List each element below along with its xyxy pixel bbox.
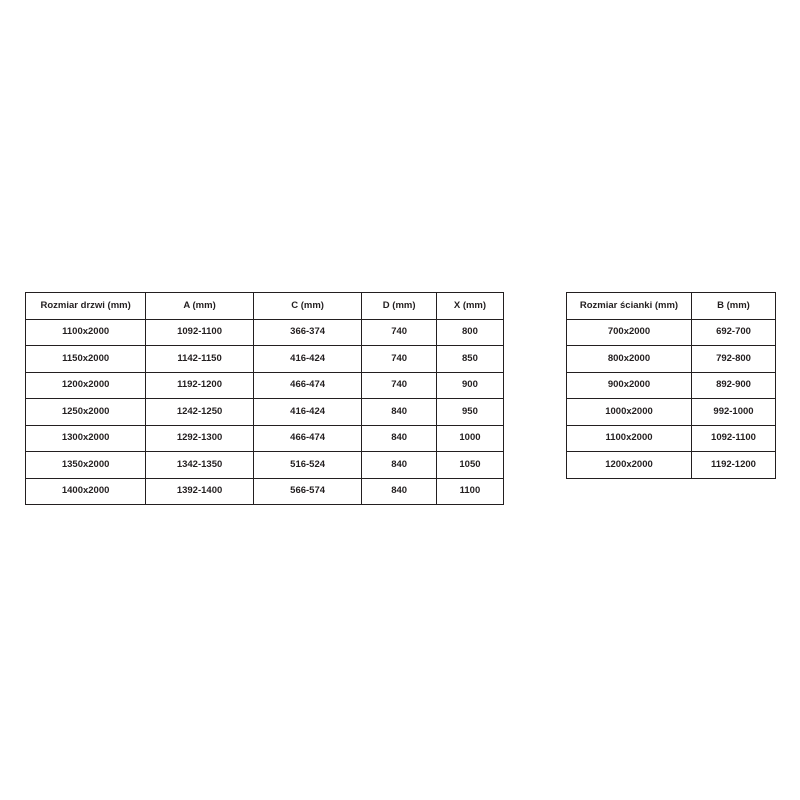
- column-header: Rozmiar ścianki (mm): [567, 293, 692, 320]
- table-header-row: [567, 293, 776, 320]
- table-cell: 1200x2000: [567, 452, 692, 479]
- door-size-table: [25, 292, 504, 505]
- table-cell: 1100: [436, 478, 503, 505]
- table-cell: 792-800: [692, 346, 776, 373]
- table-cell: 1200x2000: [26, 372, 146, 399]
- table-cell: 692-700: [692, 319, 776, 346]
- table-cell: 1242-1250: [146, 399, 254, 426]
- table-cell: 416-424: [253, 399, 362, 426]
- table-cell: 416-424: [253, 346, 362, 373]
- table-row: [567, 319, 776, 346]
- table-row: [567, 452, 776, 479]
- table-cell: 1192-1200: [692, 452, 776, 479]
- table-row: [567, 346, 776, 373]
- table-row: [26, 478, 504, 505]
- table-cell: 1092-1100: [692, 425, 776, 452]
- table-row: [26, 399, 504, 426]
- table-cell: 1342-1350: [146, 452, 254, 479]
- table-cell: 1250x2000: [26, 399, 146, 426]
- column-header: Rozmiar drzwi (mm): [26, 293, 146, 320]
- table-cell: 366-374: [253, 319, 362, 346]
- table-row: [26, 452, 504, 479]
- table-cell: 800: [436, 319, 503, 346]
- wall-size-table: [566, 292, 776, 479]
- table-row: [26, 425, 504, 452]
- table-cell: 700x2000: [567, 319, 692, 346]
- table-cell: 800x2000: [567, 346, 692, 373]
- table-cell: 900x2000: [567, 372, 692, 399]
- table-cell: 740: [362, 319, 437, 346]
- table-row: [567, 372, 776, 399]
- table-cell: 1392-1400: [146, 478, 254, 505]
- table-cell: 1100x2000: [567, 425, 692, 452]
- table-cell: 1150x2000: [26, 346, 146, 373]
- table-row: [26, 346, 504, 373]
- table-cell: 840: [362, 399, 437, 426]
- table-row: [567, 425, 776, 452]
- table-cell: 1192-1200: [146, 372, 254, 399]
- table-cell: 992-1000: [692, 399, 776, 426]
- table-cell: 466-474: [253, 425, 362, 452]
- table-cell: 1000x2000: [567, 399, 692, 426]
- table-cell: 516-524: [253, 452, 362, 479]
- column-header: C (mm): [253, 293, 362, 320]
- column-header: B (mm): [692, 293, 776, 320]
- table-cell: 466-474: [253, 372, 362, 399]
- column-header: D (mm): [362, 293, 437, 320]
- table-row: [26, 319, 504, 346]
- table-row: [26, 372, 504, 399]
- wall-size-table-container: [566, 292, 775, 479]
- table-cell: 950: [436, 399, 503, 426]
- table-cell: 1292-1300: [146, 425, 254, 452]
- table-cell: 740: [362, 346, 437, 373]
- table-cell: 740: [362, 372, 437, 399]
- column-header: X (mm): [436, 293, 503, 320]
- table-cell: 1000: [436, 425, 503, 452]
- table-cell: 1100x2000: [26, 319, 146, 346]
- table-cell: 850: [436, 346, 503, 373]
- table-cell: 1300x2000: [26, 425, 146, 452]
- door-size-table-container: [25, 292, 504, 505]
- table-row: [567, 399, 776, 426]
- table-cell: 892-900: [692, 372, 776, 399]
- table-cell: 1092-1100: [146, 319, 254, 346]
- table-cell: 1400x2000: [26, 478, 146, 505]
- table-cell: 840: [362, 478, 437, 505]
- column-header: A (mm): [146, 293, 254, 320]
- table-cell: 840: [362, 452, 437, 479]
- table-cell: 900: [436, 372, 503, 399]
- table-cell: 1050: [436, 452, 503, 479]
- table-cell: 1350x2000: [26, 452, 146, 479]
- table-cell: 566-574: [253, 478, 362, 505]
- table-header-row: [26, 293, 504, 320]
- table-cell: 1142-1150: [146, 346, 254, 373]
- table-cell: 840: [362, 425, 437, 452]
